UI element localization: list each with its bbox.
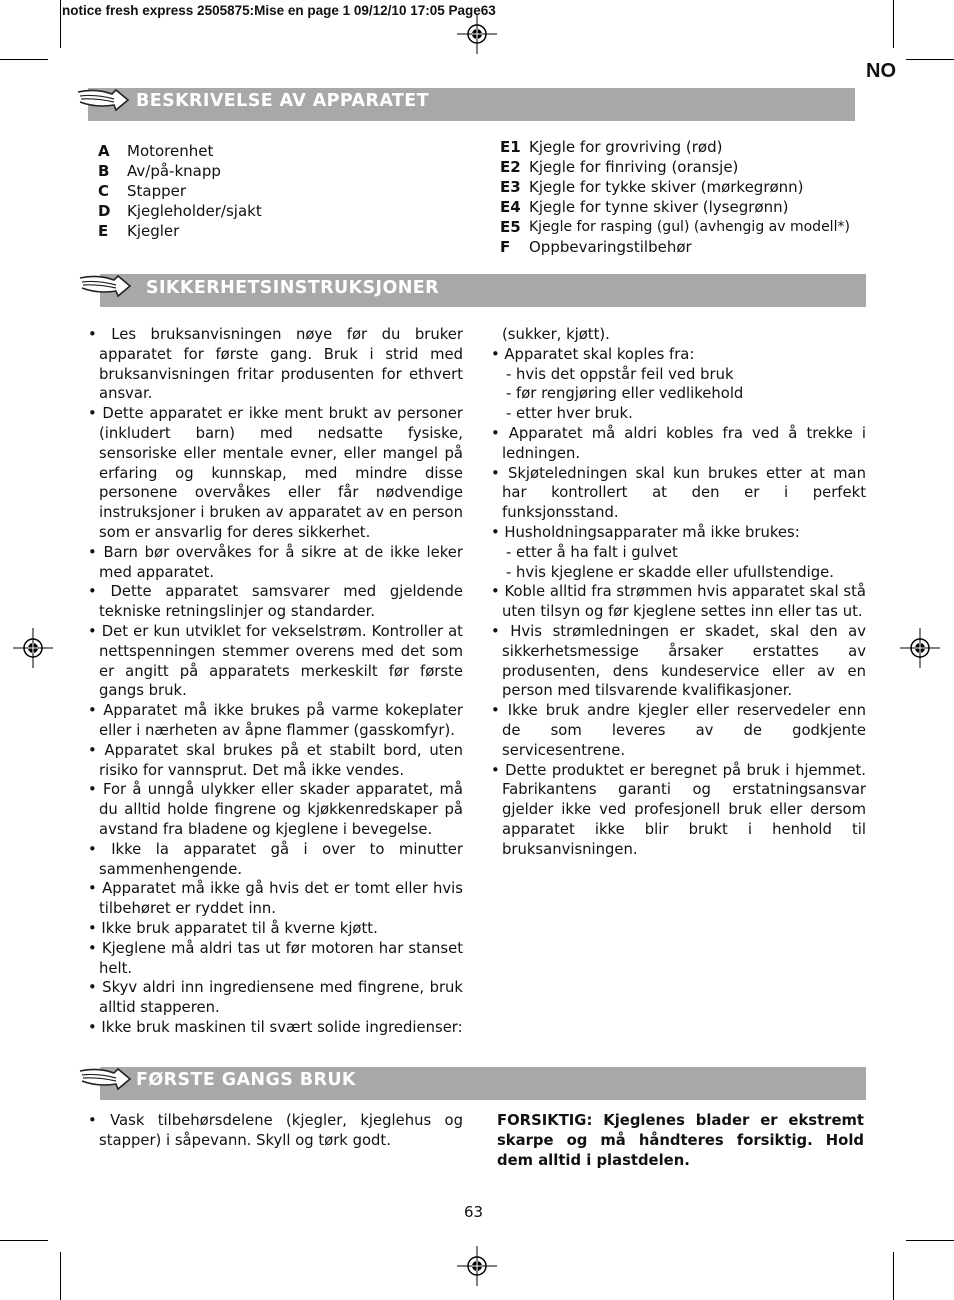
part-row bbox=[500, 137, 850, 157]
part-label: Kjegler bbox=[127, 222, 180, 240]
part-label: Kjegle for finriving (oransje) bbox=[529, 158, 739, 176]
registration-mark-icon bbox=[457, 14, 497, 54]
part-label: Motorenhet bbox=[127, 142, 214, 160]
bullet-item: • Barn bør overvåkes for å sikre at de ikke leker med apparatet. bbox=[88, 543, 463, 581]
bullet-item: • Kjeglene må aldri tas ut før motoren har stanset helt. bbox=[88, 939, 463, 977]
crop-mark bbox=[893, 1252, 894, 1300]
part-label: Kjegle for tynne skiver (lysegrønn) bbox=[529, 198, 789, 216]
sub-item: - før rengjøring eller vedlikehold bbox=[506, 385, 744, 403]
crop-mark bbox=[0, 59, 48, 60]
part-label: Oppbevaringstilbehør bbox=[529, 238, 692, 256]
part-key: C bbox=[98, 182, 110, 200]
sub-item: - etter å ha falt i gulvet bbox=[506, 543, 678, 561]
print-slug: notice fresh express 2505875:Mise en page 1 09/12/10 17:05 Page63 bbox=[62, 3, 496, 18]
sub-item: - hvis det oppstår feil ved bruk bbox=[506, 365, 734, 383]
bullet-item: • Dette produktet er beregnet på bruk i hjemmet. Fabrikantens garanti og erstatningsansvar gjelder ikke ved profesjonell bruk eller dersom apparatet ikke blir brukt i henhold til bruksanvisningen. bbox=[491, 761, 866, 858]
part-row bbox=[500, 157, 850, 177]
crop-mark bbox=[60, 1252, 61, 1300]
bullet-item: • Skyv aldri inn ingrediensene med fingrene, bruk alltid stapperen. bbox=[88, 979, 463, 1017]
part-row bbox=[98, 141, 262, 161]
registration-mark-icon bbox=[900, 628, 940, 668]
bullet-item: • Hvis strømledningen er skadet, skal den av sikkerhetsmessige årsaker erstattes av produsenten, dens kundeservice eller av en person med tilsvarende kvalifikasjoner. bbox=[491, 622, 866, 700]
part-key: D bbox=[98, 202, 111, 220]
part-label: Stapper bbox=[127, 182, 187, 200]
parts-list-left bbox=[98, 141, 262, 241]
section-title: FØRSTE GANGS BRUK bbox=[136, 1070, 356, 1090]
bullet-item: • Det er kun utviklet for vekselstrøm. Kontroller at nettspenningen stemmer overens med det som er angitt på apparatets merkeskilt før første gangs bruk. bbox=[88, 622, 463, 700]
part-key: E2 bbox=[500, 158, 521, 176]
part-key: F bbox=[500, 238, 511, 256]
part-key: E4 bbox=[500, 198, 521, 216]
part-row bbox=[500, 197, 850, 217]
part-key: A bbox=[98, 142, 110, 160]
part-row bbox=[98, 221, 262, 241]
bullet-item: • Apparatet må ikke brukes på varme kokeplater eller i nærheten av åpne flammer (gasskomfyr). bbox=[88, 702, 463, 739]
language-code: NO bbox=[866, 60, 896, 82]
bullet-continuation: (sukker, kjøtt). bbox=[502, 326, 610, 343]
crop-mark bbox=[893, 0, 894, 48]
part-key: E5 bbox=[500, 218, 521, 236]
arrow-swoosh-icon bbox=[76, 86, 134, 118]
part-key: E3 bbox=[500, 178, 521, 196]
bullet-item: • Ikke bruk maskinen til svært solide ingredienser: bbox=[88, 1018, 463, 1036]
part-key: E bbox=[98, 222, 109, 240]
bullet-item: • Skjøteledningen skal kun brukes etter at man har kontrollert at den er i perfekt funksjonsstand. bbox=[491, 464, 866, 522]
bullet-item: • Apparatet må aldri kobles fra ved å trekke i ledningen. bbox=[491, 424, 866, 462]
bullet-item: • Ikke bruk andre kjegler eller reservedeler enn de som leveres av de godkjente servicesentrene. bbox=[491, 702, 866, 759]
crop-mark bbox=[906, 1240, 954, 1241]
bullet-item: • Apparatet må ikke gå hvis det er tomt eller hvis tilbehøret er ryddet inn. bbox=[88, 880, 463, 918]
part-label: Av/på-knapp bbox=[127, 162, 221, 180]
part-label: Kjegle for grovriving (rød) bbox=[529, 138, 723, 156]
part-label: Kjegle for rasping (gul) (avhengig av modell*) bbox=[529, 219, 850, 235]
bullet-item: • Apparatet skal brukes på et stabilt bord, uten risiko for vannsprut. Det må ikke vendes. bbox=[88, 741, 463, 779]
first-use-text bbox=[88, 1111, 463, 1151]
part-key: B bbox=[98, 162, 110, 180]
bullet-item: • Dette apparatet samsvarer med gjeldende tekniske retningslinjer og standarder. bbox=[88, 583, 463, 621]
page-number: 63 bbox=[464, 1203, 484, 1221]
part-row bbox=[98, 161, 262, 181]
bullet-item: • Ikke bruk apparatet til å kverne kjøtt. bbox=[88, 919, 378, 937]
crop-mark bbox=[60, 0, 61, 48]
part-row bbox=[500, 237, 850, 257]
part-label: Kjegleholder/sjakt bbox=[127, 202, 262, 220]
registration-mark-icon bbox=[457, 1246, 497, 1286]
part-row bbox=[98, 201, 262, 221]
arrow-swoosh-icon bbox=[78, 1065, 136, 1097]
bullet-item: • Dette apparatet er ikke ment brukt av personer (inkludert barn) med nedsatte fysiske, sensoriske eller mentale evner, eller mangel på erfaring og kunnskap, med mindre disse personene overvåkes eller får nødvendige instruksjoner i bruken av apparatet av en person som er ansvarlig for deres sikkerhet. bbox=[88, 405, 463, 541]
safety-column-left bbox=[88, 325, 463, 1038]
crop-mark bbox=[906, 59, 954, 60]
caution-note: FORSIKTIG: Kjeglenes blader er ekstremt skarpe og må håndteres forsiktig. Hold dem alltid i plastdelen. bbox=[497, 1112, 864, 1169]
parts-list-right bbox=[500, 137, 850, 257]
bullet-item: • Apparatet skal koples fra: bbox=[491, 345, 695, 363]
part-row bbox=[98, 181, 262, 201]
bullet-item: • Koble alltid fra strømmen hvis apparatet skal stå uten tilsyn og før kjeglene settes inn eller tas ut. bbox=[491, 583, 866, 621]
bullet-item: • Vask tilbehørsdelene (kjegler, kjeglehus og stapper) i såpevann. Skyll og tørk godt. bbox=[88, 1112, 463, 1149]
bullet-item: • Les bruksanvisningen nøye før du bruker apparatet for første gang. Bruk i strid med bruksanvisningen fritar produsenten for ethvert ansvar. bbox=[88, 326, 463, 403]
sub-item: - hvis kjeglene er skadde eller ufullstendige. bbox=[506, 563, 834, 581]
part-key: E1 bbox=[500, 138, 521, 156]
section-title: SIKKERHETSINSTRUKSJONER bbox=[146, 278, 440, 298]
part-label: Kjegle for tykke skiver (mørkegrønn) bbox=[529, 178, 804, 196]
bullet-item: • Husholdningsapparater må ikke brukes: bbox=[491, 523, 800, 541]
section-title: BESKRIVELSE AV APPARATET bbox=[136, 91, 429, 111]
arrow-swoosh-icon bbox=[78, 272, 136, 304]
part-row bbox=[500, 177, 850, 197]
crop-mark bbox=[0, 1240, 48, 1241]
bullet-item: • Ikke la apparatet gå i over to minutter sammenhengende. bbox=[88, 840, 463, 878]
registration-mark-icon bbox=[13, 628, 53, 668]
part-row bbox=[500, 217, 850, 237]
safety-column-right bbox=[491, 325, 866, 860]
sub-item: - etter hver bruk. bbox=[506, 405, 633, 423]
bullet-item: • For å unngå ulykker eller skader apparatet, må du alltid holde fingrene og kjøkkenredskaper på avstand fra bladene og kjeglene i bevegelse. bbox=[88, 781, 463, 838]
